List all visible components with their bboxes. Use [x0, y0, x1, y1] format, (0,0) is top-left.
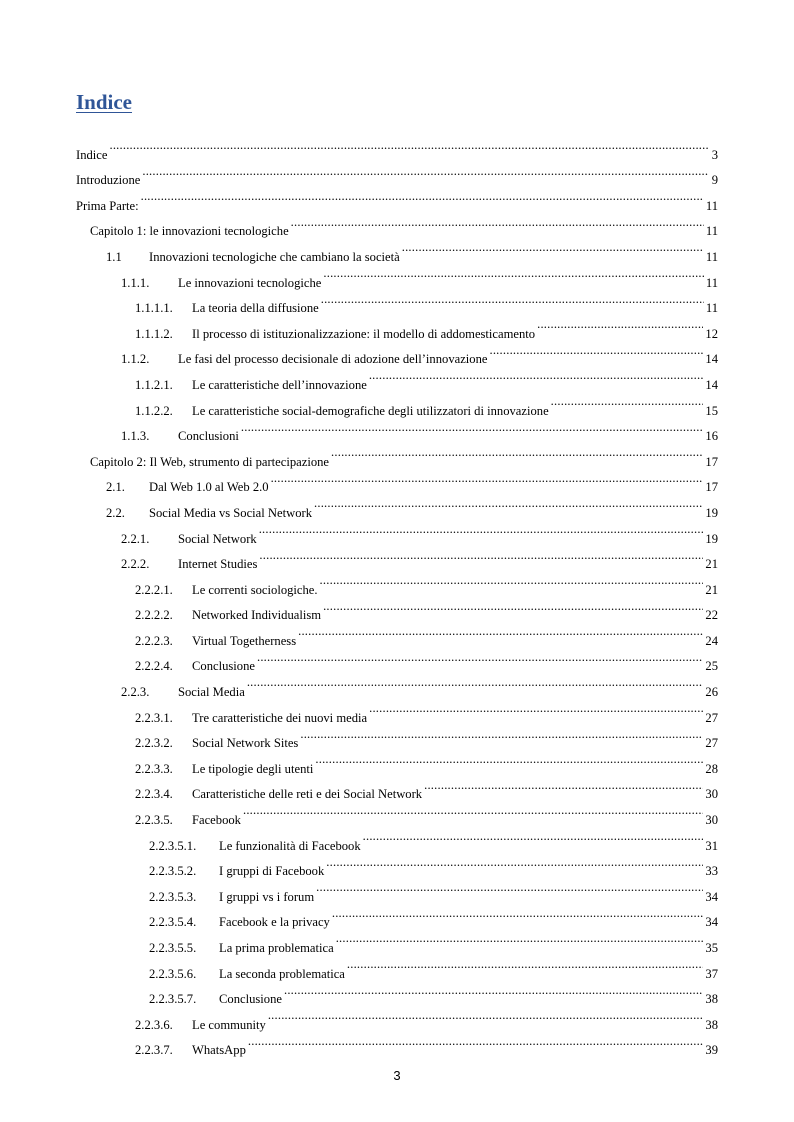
toc-entry-title: Innovazioni tecnologiche che cambiano la società	[149, 249, 400, 264]
toc-entry-number: 2.2.3.5.7.	[149, 992, 197, 1007]
toc-dot-leader	[326, 850, 703, 876]
toc-entry-page: 27	[705, 736, 718, 751]
toc-dot-leader	[271, 466, 704, 492]
toc-entry-number: 2.2.3.1.	[135, 710, 173, 725]
toc-dot-leader	[241, 415, 704, 441]
toc-dot-leader	[320, 568, 704, 594]
toc-entry-number: 2.2.2.	[121, 557, 150, 572]
toc-dot-leader	[315, 747, 703, 773]
toc-entry[interactable]	[76, 159, 718, 188]
toc-entry-number: 1.1.2.1.	[135, 377, 173, 392]
toc-entry-page: 34	[705, 889, 718, 904]
toc-entry-number: 2.2.3.	[121, 685, 150, 700]
toc-dot-leader	[259, 543, 703, 569]
toc-dot-leader	[424, 773, 703, 799]
toc-entry-page: 19	[705, 505, 718, 520]
toc-entry-title: I gruppi di Facebook	[219, 864, 325, 879]
toc-dot-leader	[347, 952, 704, 978]
toc-entry-number: 2.2.3.5.5.	[149, 941, 197, 955]
toc-entry-title: Introduzione	[76, 173, 141, 188]
toc-entry-title: Conclusione	[219, 992, 282, 1007]
toc-entry-title: Social Media vs Social Network	[149, 505, 312, 520]
toc-entry-page: 38	[705, 992, 718, 1007]
toc-entry-number: 2.2.3.5.1.	[149, 838, 197, 853]
toc-entry-title: Le community	[192, 1017, 266, 1032]
toc-entry-title: Le innovazioni tecnologiche	[178, 275, 322, 290]
toc-entry-page: 30	[705, 787, 718, 802]
toc-entry-number: 2.2.3.2.	[135, 736, 173, 751]
toc-entry-page: 27	[705, 710, 718, 725]
toc-entry-page: 30	[705, 813, 718, 828]
toc-entry-page: 15	[705, 403, 718, 418]
toc-entry-page: 34	[705, 915, 718, 930]
toc-entry-title: WhatsApp	[192, 1043, 246, 1058]
toc-dot-leader	[298, 619, 703, 645]
toc-entry-title: Capitolo 2: Il Web, strumento di partecipazione	[90, 454, 330, 469]
toc-entry-title: Networked Individualism	[192, 608, 322, 623]
toc-dot-leader	[248, 1029, 704, 1055]
toc-entry-page: 19	[705, 531, 718, 546]
toc-entry-number: 2.2.3.4.	[135, 787, 173, 802]
toc-entry-page: 24	[705, 633, 718, 648]
toc-entry-number: 1.1.2.	[121, 352, 150, 367]
toc-entry-title: Social Media	[178, 685, 245, 700]
toc-dot-leader	[369, 696, 703, 722]
toc-dot-leader	[257, 645, 703, 671]
toc-entry-title: Le fasi del processo decisionale di adozione dell’innovazione	[178, 352, 488, 367]
toc-dot-leader	[284, 978, 703, 1004]
toc-entry-page: 17	[705, 480, 718, 495]
toc-entry-page: 35	[705, 941, 718, 955]
toc-dot-leader	[323, 594, 703, 620]
toc-dot-leader	[551, 389, 704, 415]
toc-dot-leader	[268, 1003, 704, 1029]
toc-entry-number: 2.2.3.6.	[135, 1017, 173, 1032]
toc-entry-title: Le tipologie degli utenti	[192, 761, 314, 776]
toc-entry-number: 2.2.1.	[121, 531, 150, 546]
toc-entry-page: 21	[705, 557, 718, 572]
toc-entry-page: 37	[705, 966, 718, 981]
toc-dot-leader	[141, 184, 704, 210]
toc-entry-number: 1.1	[106, 249, 122, 264]
toc-entry-title: Tre caratteristiche dei nuovi media	[192, 710, 368, 725]
toc-dot-leader	[537, 312, 703, 338]
toc-entry-title: Facebook e la privacy	[219, 915, 330, 930]
toc-dot-leader	[336, 926, 704, 952]
toc-entry-page: 11	[705, 301, 718, 316]
toc-dot-leader	[247, 670, 704, 696]
toc-dot-leader	[321, 287, 704, 313]
toc-entry-number: 1.1.1.1.	[135, 301, 173, 316]
toc-entry-title: Virtual Togetherness	[192, 633, 297, 648]
toc-entry-number: 1.1.3.	[121, 429, 150, 444]
toc-entry-number: 2.2.3.5.4.	[149, 915, 197, 930]
toc-entry-number: 2.2.3.5.2.	[149, 864, 197, 879]
toc-dot-leader	[109, 133, 708, 159]
toc-entry-number: 2.2.3.7.	[135, 1043, 173, 1058]
toc-entry-title: Conclusione	[192, 659, 255, 674]
toc-dot-leader	[243, 798, 703, 824]
toc-entry-number: 2.2.2.3.	[135, 633, 173, 648]
toc-dot-leader	[489, 338, 703, 364]
toc-entry-number: 2.2.3.5.	[135, 813, 173, 828]
toc-entry-page: 17	[705, 454, 718, 469]
toc-entry-number: 2.2.	[106, 505, 125, 520]
toc-entry-number: 1.1.1.	[121, 275, 150, 290]
toc-entry-page: 33	[705, 864, 718, 879]
toc-entry-title: Facebook	[192, 813, 241, 828]
page-number: 3	[393, 1068, 401, 1083]
toc-entry-title: Social Network	[178, 531, 257, 546]
toc-entry-title: Conclusioni	[178, 429, 239, 444]
toc-entry-number: 2.2.3.5.6.	[149, 966, 197, 981]
toc-entry-page: 26	[705, 685, 718, 700]
toc-dot-leader	[314, 491, 703, 517]
toc-entry-title: La seconda problematica	[219, 966, 345, 981]
toc-entry-title: Le funzionalità di Facebook	[219, 838, 361, 853]
toc-entry-page: 11	[705, 198, 718, 213]
toc-entry-title: Social Network Sites	[192, 736, 299, 751]
toc-entry-title: La teoria della diffusione	[192, 301, 319, 316]
toc-entry-page: 12	[705, 326, 718, 341]
toc-entry[interactable]	[76, 210, 718, 239]
toc-entry-number: 2.2.2.4.	[135, 659, 173, 674]
toc-entry-title: I gruppi vs i forum	[219, 889, 315, 904]
toc-entry-page: 3	[711, 147, 718, 162]
toc-dot-leader	[323, 261, 703, 287]
toc-dot-leader	[331, 440, 703, 466]
toc-entry-page: 16	[705, 429, 718, 444]
table-of-contents	[76, 133, 718, 1058]
toc-dot-leader	[369, 363, 704, 389]
toc-entry-title: Dal Web 1.0 al Web 2.0	[149, 480, 269, 495]
toc-entry-number: 2.1.	[106, 480, 125, 495]
toc-entry-title: Internet Studies	[178, 557, 258, 572]
toc-entry-number: 2.2.2.1.	[135, 582, 173, 597]
toc-entry-page: 25	[705, 659, 718, 674]
toc-dot-leader	[332, 901, 704, 927]
toc-entry-title: Il processo di istituzionalizzazione: il modello di addomesticamento	[192, 326, 536, 341]
toc-entry-number: 1.1.1.2.	[135, 326, 173, 341]
toc-dot-leader	[316, 875, 703, 901]
toc-entry[interactable]	[76, 184, 718, 213]
toc-entry-page: 38	[705, 1017, 718, 1032]
page-title: Indice	[76, 90, 133, 114]
toc-entry-page: 11	[705, 249, 718, 264]
toc-entry-page: 9	[711, 173, 718, 188]
toc-dot-leader	[402, 235, 704, 261]
toc-entry-number: 2.2.2.2.	[135, 608, 173, 623]
toc-entry-page: 28	[705, 761, 718, 776]
toc-entry-title: Capitolo 1: le innovazioni tecnologiche	[90, 224, 289, 239]
toc-dot-leader	[291, 210, 704, 236]
toc-entry-page: 11	[705, 275, 718, 290]
toc-entry-page: 39	[705, 1043, 718, 1058]
toc-dot-leader	[363, 824, 704, 850]
toc-entry-title: Prima Parte:	[76, 198, 139, 213]
toc-entry-title: Indice	[76, 147, 108, 162]
toc-entry-title: La prima problematica	[219, 941, 334, 955]
toc-entry-number: 1.1.2.2.	[135, 403, 173, 418]
toc-dot-leader	[259, 517, 704, 543]
toc-entry-number: 2.2.3.5.3.	[149, 889, 197, 904]
toc-entry[interactable]	[76, 133, 718, 162]
toc-dot-leader	[142, 159, 708, 185]
toc-entry-page: 14	[705, 352, 718, 367]
toc-entry-page: 14	[705, 377, 718, 392]
toc-entry-title: Le correnti sociologiche.	[192, 582, 318, 597]
toc-entry-number: 2.2.3.3.	[135, 761, 173, 776]
toc-entry-page: 31	[705, 838, 718, 853]
toc-entry-title: Caratteristiche delle reti e dei Social Network	[192, 787, 423, 802]
toc-entry-title: Le caratteristiche social-demografiche degli utilizzatori di innovazione	[192, 403, 549, 418]
toc-entry-title: Le caratteristiche dell’innovazione	[192, 377, 367, 392]
toc-entry-page: 21	[705, 582, 718, 597]
toc-dot-leader	[300, 722, 703, 748]
toc-entry-page: 22	[705, 608, 718, 623]
toc-entry-page: 11	[705, 224, 718, 239]
